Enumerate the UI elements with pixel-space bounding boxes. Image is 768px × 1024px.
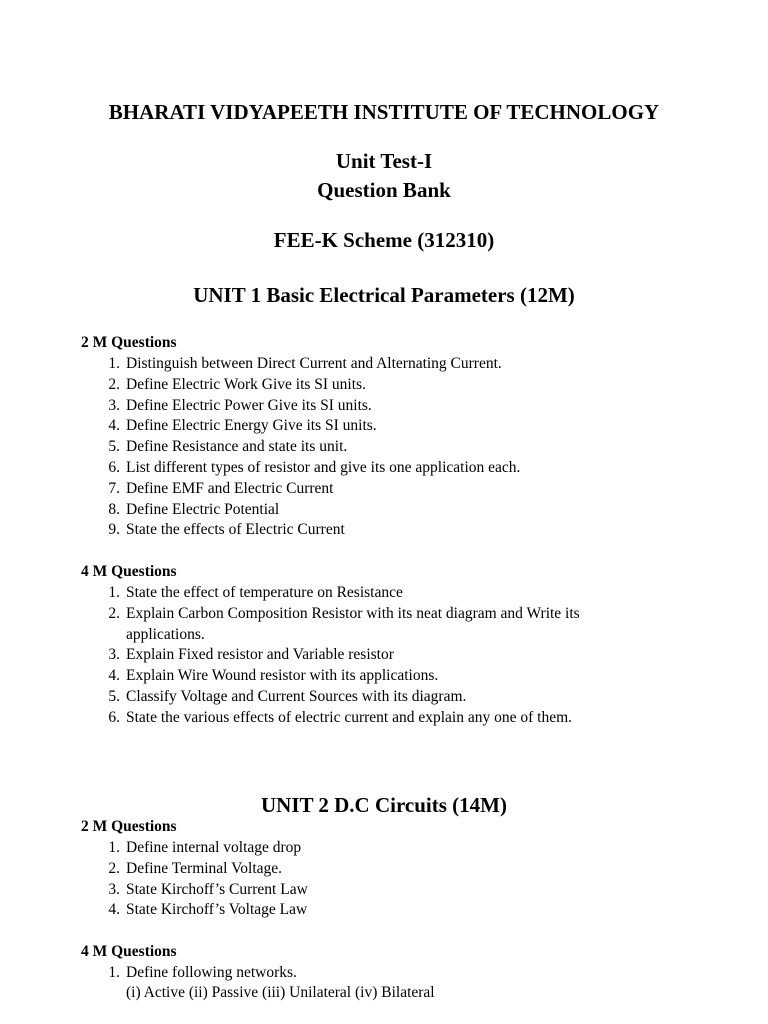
item-number: 1. <box>108 839 120 856</box>
list-item <box>81 838 681 859</box>
item-text: State Kirchoff’s Current Law <box>126 880 308 898</box>
item-text: Define EMF and Electric Current <box>126 479 334 497</box>
unit2-2m-list <box>81 838 681 921</box>
item-number: 6. <box>108 708 120 726</box>
list-item <box>81 479 681 500</box>
list-item <box>81 396 681 417</box>
item-text: State Kirchoff’s Voltage Law <box>126 901 308 919</box>
doc-title: Question Bank <box>317 178 451 202</box>
list-item <box>81 520 681 541</box>
unit2-4m-list <box>81 963 681 984</box>
item-number: 7. <box>108 479 120 497</box>
list-item <box>81 859 681 880</box>
item-number: 8. <box>108 500 120 518</box>
list-item <box>81 666 651 687</box>
item-number: 2. <box>108 375 120 393</box>
list-item <box>81 880 681 901</box>
item-number: 9. <box>108 521 120 539</box>
item-text: Define internal voltage drop <box>126 839 302 856</box>
scheme-title: FEE-K Scheme (312310) <box>273 228 495 252</box>
item-number: 2. <box>108 859 120 877</box>
network-types-line: (i) Active (ii) Passive (iii) Unilateral (iv) Bilateral <box>126 984 435 1001</box>
list-item <box>81 437 681 458</box>
list-item <box>81 687 651 708</box>
list-item <box>81 375 681 396</box>
item-text: Explain Wire Wound resistor with its applications. <box>126 667 439 685</box>
item-text: Explain Carbon Composition Resistor with its neat diagram and Write its applications. <box>126 604 580 643</box>
item-text: State the various effects of electric current and explain any one of them. <box>126 708 573 726</box>
unit1-4m-list <box>81 583 651 729</box>
item-number: 3. <box>108 880 120 898</box>
unit1-title: UNIT 1 Basic Electrical Parameters (12M) <box>193 283 575 307</box>
unit1-2m-heading: 2 M Questions <box>81 334 177 351</box>
list-item <box>81 604 651 646</box>
item-text: Define Electric Power Give its SI units. <box>126 396 372 414</box>
item-number: 2. <box>108 604 120 622</box>
unit2-4m-heading: 4 M Questions <box>81 943 177 960</box>
list-item <box>81 354 681 375</box>
item-text: State the effects of Electric Current <box>126 521 345 539</box>
item-text: Define Terminal Voltage. <box>126 859 283 877</box>
item-text: Define Electric Energy Give its SI units. <box>126 417 377 435</box>
unit1-2m-list <box>81 354 681 541</box>
item-number: 1. <box>108 355 120 372</box>
list-item <box>81 708 646 729</box>
item-text: Distinguish between Direct Current and Alternating Current. <box>126 355 502 372</box>
unit2-2m-heading: 2 M Questions <box>81 818 177 835</box>
list-item <box>81 458 681 479</box>
test-title-block <box>0 147 768 205</box>
institute-title: BHARATI VIDYAPEETH INSTITUTE OF TECHNOLOGY <box>108 100 660 124</box>
item-number: 3. <box>108 646 120 664</box>
unit2-title: UNIT 2 D.C Circuits (14M) <box>261 793 507 817</box>
item-text: Define Resistance and state its unit. <box>126 438 348 456</box>
item-number: 4. <box>108 417 120 435</box>
item-text: State the effect of temperature on Resistance <box>126 584 403 601</box>
unit1-4m-heading: 4 M Questions <box>81 563 177 580</box>
item-text: Define Electric Potential <box>126 500 280 518</box>
item-text: Define Electric Work Give its SI units. <box>126 375 366 393</box>
item-number: 5. <box>108 438 120 456</box>
item-text: List different types of resistor and give its one application each. <box>126 458 521 476</box>
list-item <box>81 500 681 521</box>
item-number: 4. <box>108 901 120 919</box>
item-number: 3. <box>108 396 120 414</box>
list-item <box>81 583 651 604</box>
item-number: 4. <box>108 667 120 685</box>
item-number: 5. <box>108 687 120 705</box>
list-item <box>81 963 681 984</box>
list-item <box>81 645 651 666</box>
list-item <box>81 416 681 437</box>
item-text: Classify Voltage and Current Sources with its diagram. <box>126 687 467 705</box>
item-text: Define following networks. <box>126 964 297 981</box>
item-number: 1. <box>108 584 120 601</box>
test-title: Unit Test-I <box>335 149 433 173</box>
item-number: 6. <box>108 458 120 476</box>
item-text: Explain Fixed resistor and Variable resistor <box>126 646 394 664</box>
item-number: 1. <box>108 964 120 981</box>
list-item <box>81 900 681 921</box>
